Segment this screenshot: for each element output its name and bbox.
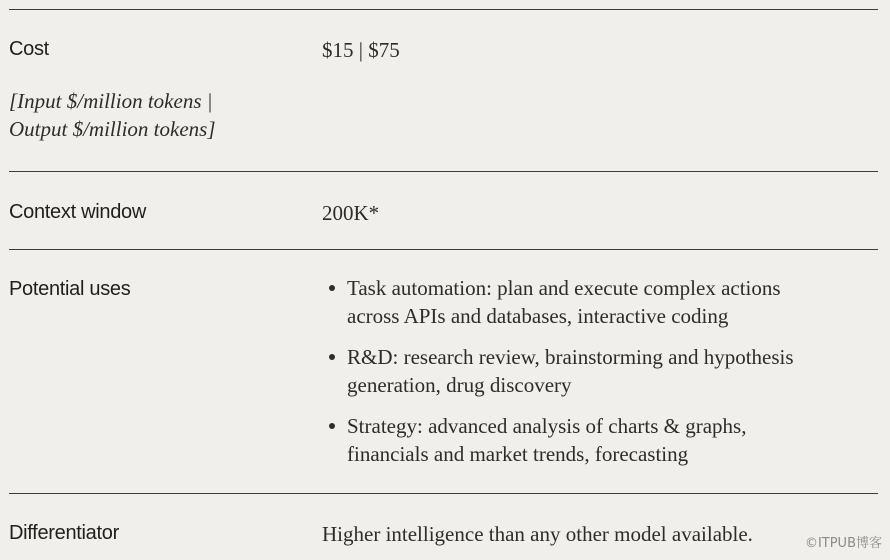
list-item-line1: Task automation: plan and execute complex actions	[347, 276, 781, 300]
differentiator-label: Differentiator	[9, 522, 119, 544]
list-item-line2: financials and market trends, forecasting	[347, 442, 689, 466]
cost-label-cell	[9, 10, 322, 171]
list-item	[322, 412, 878, 468]
differentiator-row	[9, 493, 878, 560]
potential-uses-label: Potential uses	[9, 278, 131, 300]
context-window-label: Context window	[9, 201, 146, 223]
cost-sublabel	[9, 87, 322, 143]
differentiator-label-cell	[9, 494, 322, 560]
list-item	[322, 274, 878, 330]
context-label-cell	[9, 172, 322, 249]
cost-sublabel-line2: Output $/million tokens]	[9, 117, 216, 141]
list-item	[322, 343, 878, 399]
cost-value: $15 | $75	[322, 38, 400, 62]
cost-label: Cost	[9, 38, 49, 60]
differentiator-value: Higher intelligence than any other model available.	[322, 522, 753, 546]
model-spec-table	[9, 9, 878, 560]
list-item-line1: Strategy: advanced analysis of charts & graphs,	[347, 414, 747, 438]
bullet-icon	[329, 285, 335, 291]
list-item-line2: generation, drug discovery	[347, 373, 572, 397]
uses-value-cell	[322, 250, 878, 493]
list-item-line1: R&D: research review, brainstorming and hypothesis	[347, 345, 794, 369]
watermark: ©ITPUB博客	[804, 536, 882, 551]
potential-uses-row	[9, 249, 878, 493]
potential-uses-list	[322, 274, 878, 468]
context-window-row	[9, 171, 878, 249]
cost-row	[9, 9, 878, 171]
differentiator-value-cell	[322, 494, 878, 560]
cost-value-cell	[322, 10, 878, 171]
list-item-line2: across APIs and databases, interactive coding	[347, 304, 729, 328]
bullet-icon	[329, 423, 335, 429]
context-window-value: 200K*	[322, 201, 380, 225]
context-value-cell	[322, 172, 878, 249]
bullet-icon	[329, 354, 335, 360]
uses-label-cell	[9, 250, 322, 493]
cost-sublabel-line1: [Input $/million tokens |	[9, 89, 213, 113]
